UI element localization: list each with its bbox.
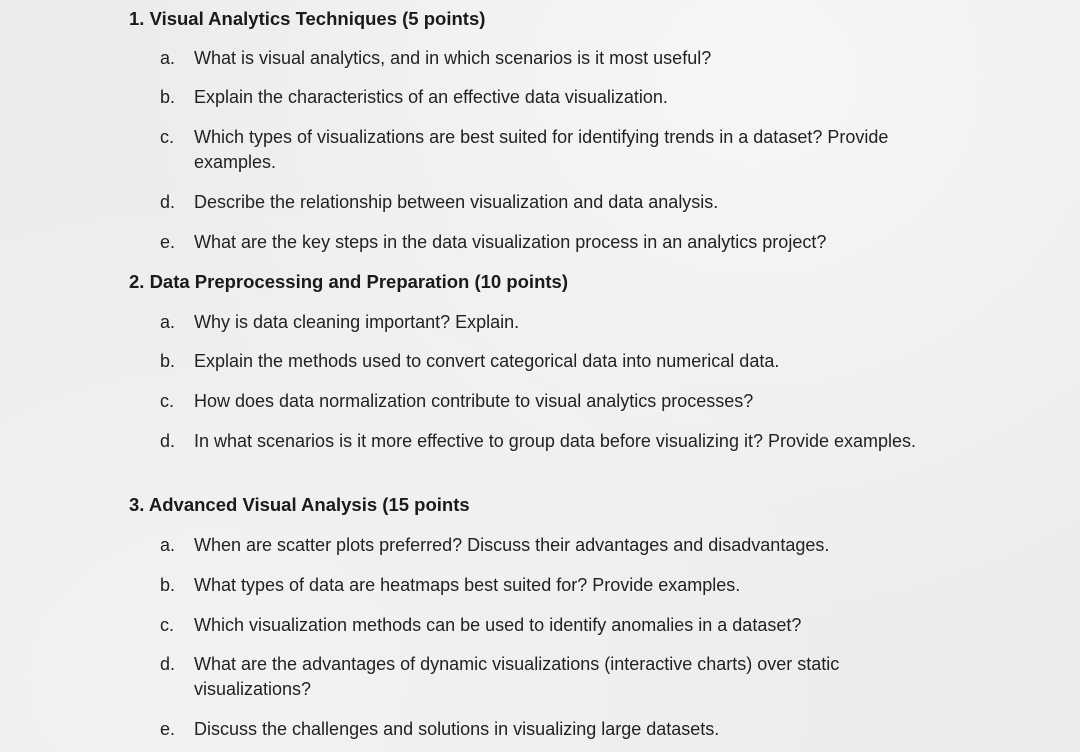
section-3-heading: 3. Advanced Visual Analysis (15 points: [129, 494, 470, 515]
section-3-item-c: [160, 613, 940, 638]
item-text: How does data normalization contribute to visual analytics processes?: [194, 391, 754, 411]
item-marker: d.: [160, 654, 176, 674]
item-marker: e.: [160, 232, 176, 252]
item-text: Explain the characteristics of an effective data visualization.: [194, 87, 668, 107]
item-text: What types of data are heatmaps best suited for? Provide examples.: [194, 575, 741, 595]
section-1-item-e: [160, 230, 940, 255]
section-1-item-b: [160, 85, 940, 110]
item-marker: d.: [160, 431, 176, 451]
item-marker: c.: [160, 127, 175, 147]
section-1-item-c: [160, 125, 940, 175]
item-marker: b.: [160, 87, 176, 107]
item-marker: c.: [160, 391, 175, 411]
item-text: Why is data cleaning important? Explain.: [194, 312, 520, 332]
section-3-item-d: [160, 652, 940, 702]
item-marker: d.: [160, 192, 176, 212]
section-2-item-a: [160, 310, 940, 335]
section-3-item-e: [160, 717, 940, 742]
item-text: Which visualization methods can be used to identify anomalies in a dataset?: [194, 615, 802, 635]
item-text: Describe the relationship between visualization and data analysis.: [194, 192, 719, 212]
item-text: What are the key steps in the data visualization process in an analytics project?: [194, 232, 827, 252]
item-text: Discuss the challenges and solutions in visualizing large datasets.: [194, 719, 720, 739]
section-3-item-a: [160, 533, 940, 558]
section-1-item-d: [160, 190, 940, 215]
section-2-heading: 2. Data Preprocessing and Preparation (10 points): [129, 271, 568, 292]
item-marker: a.: [160, 535, 176, 555]
section-1-heading: 1. Visual Analytics Techniques (5 points): [129, 8, 486, 29]
item-text: What are the advantages of dynamic visualizations (interactive charts) over static visualizations?: [194, 654, 840, 699]
section-2-item-d: [160, 429, 940, 454]
item-marker: a.: [160, 48, 176, 68]
item-marker: b.: [160, 351, 176, 371]
item-marker: a.: [160, 312, 176, 332]
item-text: What is visual analytics, and in which scenarios is it most useful?: [194, 48, 712, 68]
section-2-item-c: [160, 389, 940, 414]
section-3-item-b: [160, 573, 940, 598]
item-text: Which types of visualizations are best suited for identifying trends in a dataset? Provide examples.: [194, 127, 889, 172]
item-text: When are scatter plots preferred? Discuss their advantages and disadvantages.: [194, 535, 830, 555]
item-text: In what scenarios is it more effective to group data before visualizing it? Provide examples.: [194, 431, 917, 451]
item-marker: b.: [160, 575, 176, 595]
item-text: Explain the methods used to convert categorical data into numerical data.: [194, 351, 780, 371]
item-marker: e.: [160, 719, 176, 739]
section-1-item-a: [160, 46, 940, 71]
item-marker: c.: [160, 615, 175, 635]
section-2-item-b: [160, 349, 940, 374]
